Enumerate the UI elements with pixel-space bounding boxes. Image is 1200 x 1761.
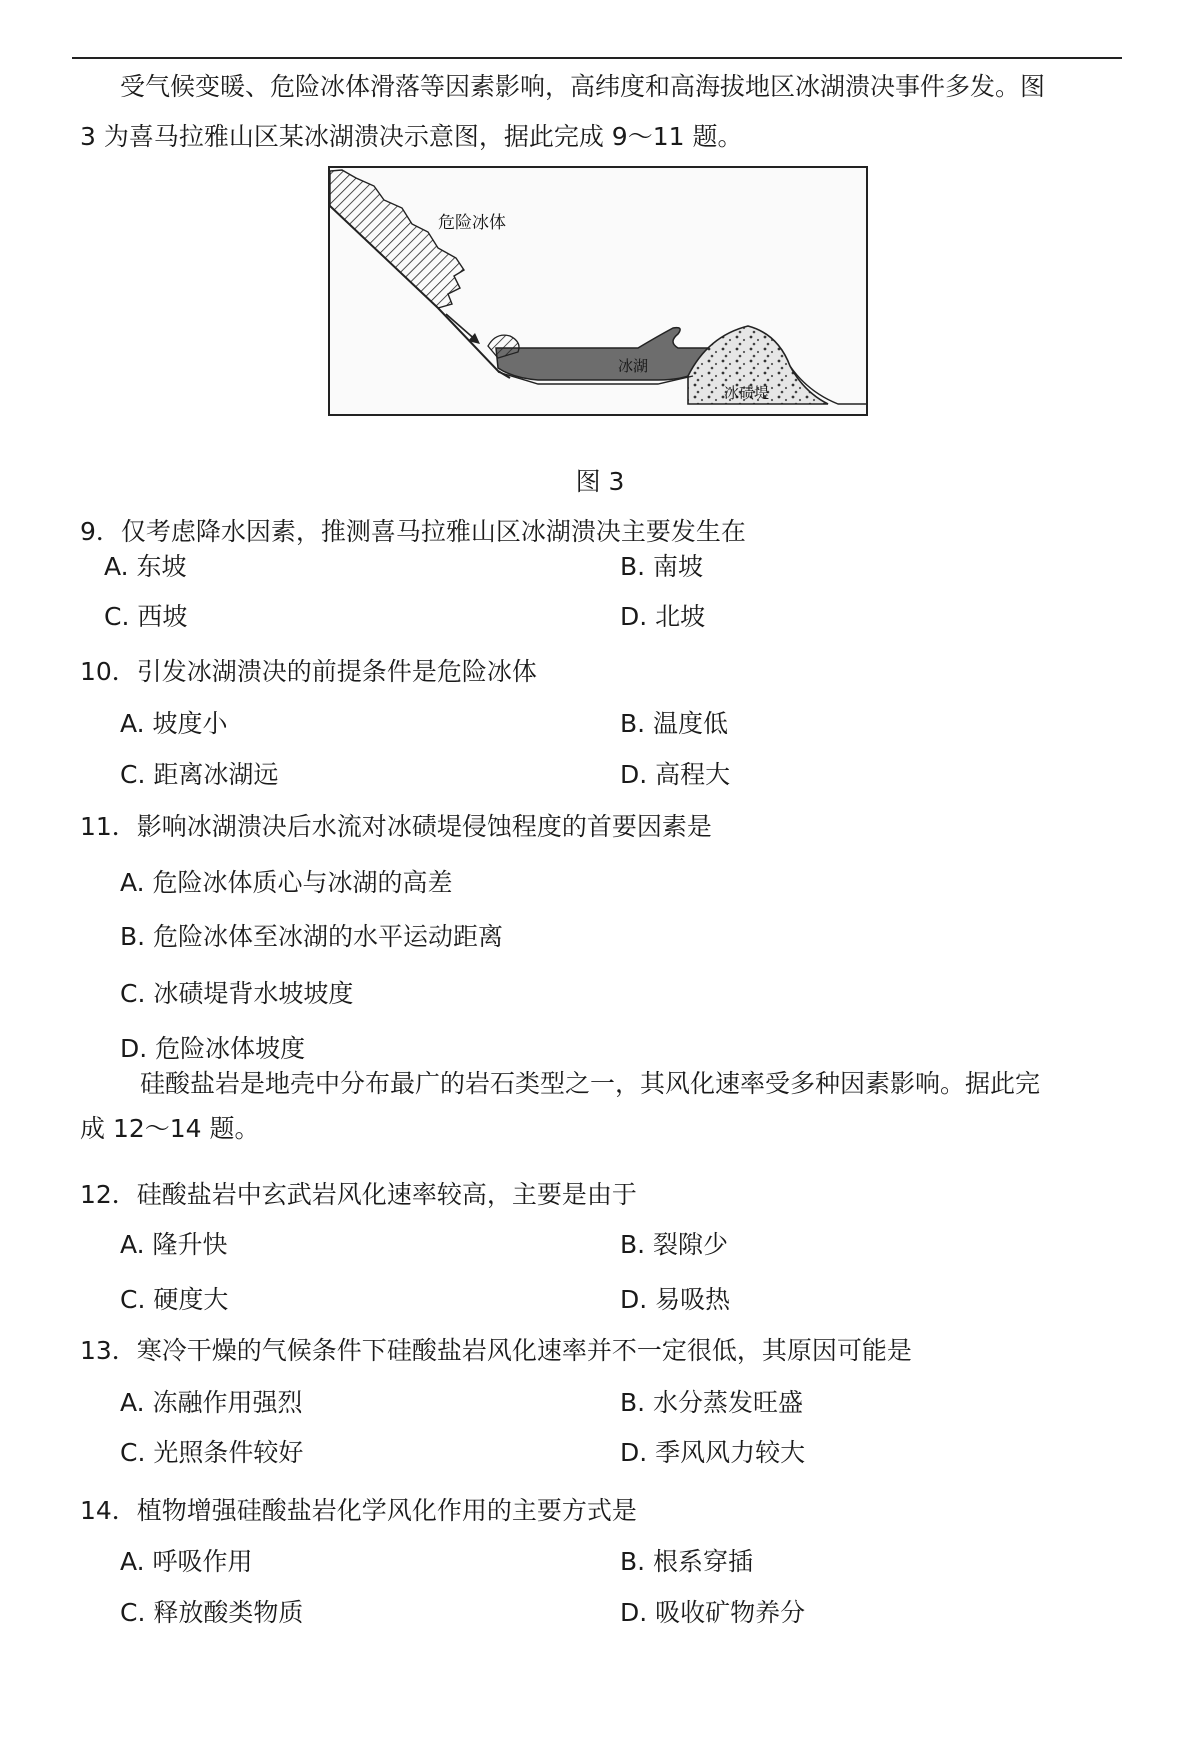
q11-option-a: A. 危险冰体质心与冰湖的高差 [120,868,453,897]
q14-option-b: B. 根系穿插 [620,1547,754,1576]
intro1-line2: 3 为喜马拉雅山区某冰湖溃决示意图，据此完成 9～11 题。 [80,122,743,151]
question-13-stem: 13．寒冷干燥的气候条件下硅酸盐岩风化速率并不一定很低，其原因可能是 [80,1336,912,1365]
q9-option-c: C. 西坡 [104,602,188,631]
intro1-line1: 受气候变暖、危险冰体滑落等因素影响，高纬度和高海拔地区冰湖溃决事件多发。图 [120,72,1046,101]
label-moraine-dam: 冰碛堤 [724,384,770,402]
q13-option-c: C. 光照条件较好 [120,1438,304,1467]
q12-option-d: D. 易吸热 [620,1285,731,1314]
question-10-stem: 10．引发冰湖溃决的前提条件是危险冰体 [80,657,537,686]
q10-option-d: D. 高程大 [620,760,731,789]
question-12-stem: 12．硅酸盐岩中玄武岩风化速率较高，主要是由于 [80,1180,637,1209]
q13-option-b: B. 水分蒸发旺盛 [620,1388,804,1417]
label-dangerous-ice: 危险冰体 [438,213,506,233]
question-9-stem: 9．仅考虑降水因素，推测喜马拉雅山区冰湖溃决主要发生在 [80,517,746,546]
q12-option-a: A. 隆升快 [120,1230,228,1259]
q9-option-a: A. 东坡 [104,552,187,581]
figure-3-diagram [328,166,868,416]
q14-option-c: C. 释放酸类物质 [120,1598,304,1627]
q13-option-d: D. 季风风力较大 [620,1438,806,1467]
question-14-stem: 14．植物增强硅酸盐岩化学风化作用的主要方式是 [80,1496,637,1525]
q13-option-a: A. 冻融作用强烈 [120,1388,303,1417]
question-11-stem: 11．影响冰湖溃决后水流对冰碛堤侵蚀程度的首要因素是 [80,812,712,841]
q9-option-b: B. 南坡 [620,552,704,581]
q9-option-d: D. 北坡 [620,602,706,631]
intro2-line1: 硅酸盐岩是地壳中分布最广的岩石类型之一，其风化速率受多种因素影响。据此完 [140,1069,1041,1098]
q10-option-a: A. 坡度小 [120,709,228,738]
q11-option-b: B. 危险冰体至冰湖的水平运动距离 [120,922,504,951]
intro2-line2: 成 12～14 题。 [80,1114,260,1143]
q10-option-b: B. 温度低 [620,709,729,738]
q10-option-c: C. 距离冰湖远 [120,760,279,789]
figure-caption: 图 3 [575,467,625,496]
q11-option-d: D. 危险冰体坡度 [120,1034,306,1063]
q12-option-b: B. 裂隙少 [620,1230,729,1259]
q11-option-c: C. 冰碛堤背水坡坡度 [120,979,354,1008]
q14-option-d: D. 吸收矿物养分 [620,1598,806,1627]
label-glacial-lake: 冰湖 [618,357,649,375]
top-rule [72,57,1122,59]
q14-option-a: A. 呼吸作用 [120,1547,253,1576]
q12-option-c: C. 硬度大 [120,1285,229,1314]
